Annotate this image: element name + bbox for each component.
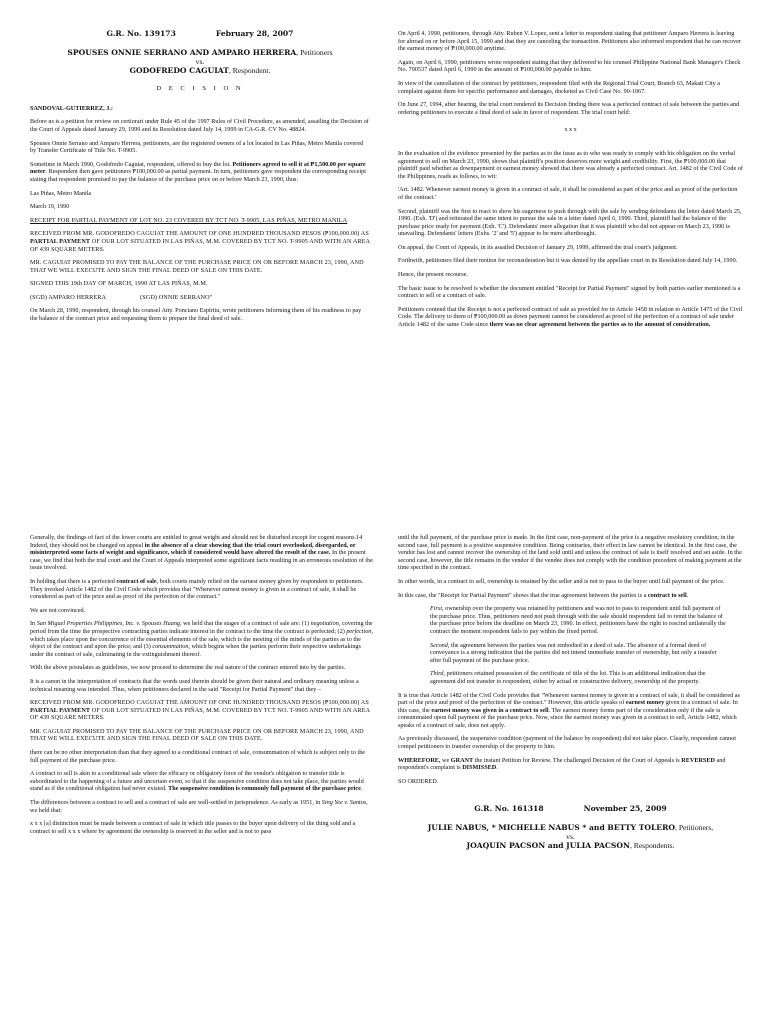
text-run: Generally, the findings of fact of the lower courts are entitled to great weight and should not be disturbed except for cogent reasons.14 Indeed, they should not be changed on appeal [30, 534, 363, 549]
ponente: SANDOVAL-GUTIERREZ, J.: [30, 104, 113, 112]
text-run: RECEIVED FROM MR. GODOFREDO CAGUIAT THE AMOUNT OF ONE HUNDRED THOUSAND PESOS (₱100,000.00) AS [30, 230, 369, 238]
paragraph: there can be no other interpretation than that they agreed to a conditional contract of sale, consummation of which is subject only to the full payment of the purchase price. [30, 749, 366, 764]
paragraph: Spouses Onnie Serrano and Amparo Herrera, petitioners, are the registered owners of a lot located in Las Piñas, Metro Manila covered by Transfer Certificate of Title No. T-9905. [30, 139, 364, 155]
text-run-italic: consummation [152, 643, 189, 651]
text-run: In this case, the "Receipt for Partial Payment" shows that the true agreement between the parties is a [398, 591, 648, 599]
text-run-bold: REVERSED [681, 756, 715, 764]
text-run-italic: San Miguel Properties Philippines, Inc. v. Spouses Huang [36, 620, 181, 628]
receipt-signed-line: SIGNED THIS 19th DAY OF MARCH, 1990 AT LAS PIÑAS, M.M. [30, 280, 208, 288]
column-top-right [398, 30, 743, 335]
receipt-title: RECEIPT FOR PARTIAL PAYMENT OF LOT NO. 23 COVERED BY TCT NO. T-9905, LAS PIÑAS, METRO MANILA [30, 216, 348, 224]
signature-1: (SGD) AMPARO HERRERA [30, 293, 107, 301]
text-run-bold: Petitioners agreed to sell it at ₱1,500.00 per square meter [30, 160, 366, 176]
receipt-paragraph [30, 699, 375, 722]
text-run-bold: contract of sale [116, 577, 157, 585]
text-run: RECEIVED FROM MR. GODOFREDO CAGUIAT THE AMOUNT OF ONE HUNDRED THOUSAND PESOS (₱100,000.00) AS [30, 699, 369, 707]
text-run: . The earnest money forms part of the consideration only if the sale is consummated upon full payment of the purchase price. Now, since the earnest money was given in a contract to sell, Article 1482, which speaks of a contract of sale, does not apply. [398, 706, 737, 729]
case-parties-2 [398, 823, 743, 851]
text-run: Sometime in March 1990, Godofredo Caguiat, respondent, offered to buy the lot. [30, 160, 233, 168]
versus: vs. [566, 832, 575, 842]
text-run: It is true that Article 1482 of the Civil Code provides that "Whenever earnest money is given in a contract of sale, it shall be considered as part of the price and proof of the perfection of the contract." However, this article speaks of [398, 691, 740, 707]
case-header-2 [398, 805, 743, 813]
receipt-paragraph: MR. CAGUIAT PROMISED TO PAY THE BALANCE OF THE PURCHASE PRICE ON OR BEFORE MARCH 23, 1990, AND THAT WE WILL EXECUTE AND SIGN THE FINAL DEED OF SALE ON THIS DATE. [30, 727, 364, 743]
decision-heading: D E C I S I O N [156, 85, 244, 93]
text-run: we [442, 756, 451, 764]
column-bottom-right [398, 534, 743, 861]
paragraph: until the full payment, of the purchase price is made. In the first case, non-payment of the price is a negative resolutory condition; in the second case, full payment is a positive suspensive condition. Being contraries, their effect in law cannot be identical. In the first case, the vendor has lost and cannot recover the ownership of the land sold until and unless the contract of sale is itself resolved and set aside. In the second case, however, the title remains in the vendor if the vendee does not comply with the condition precedent of making payment at the time specified in the contract. [398, 534, 742, 572]
petitioners-names: JULIE NABUS, * MICHELLE NABUS * and BETTY TOLERO [427, 823, 676, 833]
paragraph: We are not convinced. [30, 606, 86, 614]
paragraph [398, 306, 743, 329]
paragraph: Forthwith, petitioners filed their motion for reconsideration but it was denied by the appellate court in its Resolution dated July 14, 1999. [398, 257, 738, 265]
text-run-bold: earnest money was given in a contract to sell [431, 706, 549, 714]
text-run-italic: Second [430, 641, 448, 649]
text-run: , which takes place upon the concurrence of the essential elements of the sale, which is the meeting of the minds of the parties as to the object of the contract and upon the price; and (3) [30, 627, 373, 651]
receipt-date: March 19, 1990 [30, 203, 70, 211]
paragraph: The basic issue to be resolved is whether the document entitled "Receipt for Partial Payment" signed by both parties earlier mentioned is a contract to sell or a contract of sale. [398, 284, 741, 300]
paragraph: SO ORDERED. [398, 777, 439, 785]
text-run: OF OUR LOT SITUATED IN LAS PIÑAS, M.M. COVERED BY TCT NO. T-9905 AND WITH AN AREA OF 439 SQUARE METERS. [30, 237, 370, 253]
petitioners-role: , Petitioners [296, 47, 333, 57]
text-run-bold: PARTIAL PAYMENT [30, 237, 91, 245]
paragraph: As previously discussed, the suspensive condition (payment of the balance by respondent) did not take place. Clearly, respondent cannot compel petitioners to transfer ownership of the property to him. [398, 735, 736, 751]
indented-paragraph [398, 605, 743, 635]
column-bottom-left [30, 534, 375, 841]
text-run: , we held that: [30, 799, 368, 814]
text-run-italic: Third [430, 670, 444, 678]
text-run: the instant Petition for Review. The challenged Decision of the Court of Appeals is [473, 756, 682, 764]
case-parties [30, 48, 370, 76]
text-run: OF OUR LOT SITUATED IN LAS PIÑAS, M.M. COVERED BY TCT NO. T-9905 AND WITH AN AREA OF 439 SQUARE METERS. [30, 706, 370, 722]
paragraph [398, 692, 743, 730]
text-run: The differences between a contract to sell and a contract of sale are well-settled in jurisprudence. As early as 1951, in [30, 799, 322, 807]
paragraph [30, 799, 375, 814]
text-run: . [496, 764, 498, 772]
paragraph: Again, on April 6, 1990, petitioners wrote respondent stating that they delivered to his counsel Philippine National Bank Manager's Check No. 790537 dated April 6, 1990 in the amount of ₱100,000.00 payable to him. [398, 58, 741, 74]
paragraph [30, 620, 375, 658]
text-run-bold: there was no clear agreement between the parties as to the amount of consideration. [489, 321, 711, 329]
text-run: . [686, 591, 689, 599]
case-number: G.R. No. 161318 [474, 804, 544, 814]
paragraph [30, 161, 370, 184]
text-run: , both courts mainly relied on the earnest money given by respondent to petitioners. They invoked Article 1482 of the Civil Code which provides that "Whenever earnest money is given in a contract of sale, it shall be considered as part of the price and as proof of the perfection of the contract." [30, 577, 364, 601]
case-date: February 28, 2007 [215, 29, 294, 38]
text-run-bold: WHEREFORE, [398, 756, 443, 764]
paragraph [398, 592, 743, 600]
text-run: Petitioners contend that the Receipt is not a perfected contract of sale as provided for in Article 1458 in relation to Article 1475 of the Civil Code. The delivery to them of ₱100,000.00 as down payment cannot be considered as proof of the perfection of a contract of sale under Article 1482 of the same Code since [398, 305, 743, 329]
paragraph [398, 757, 743, 772]
case-number: G.R. No. 139173 [106, 29, 176, 38]
paragraph: In the evaluation of the evidence presented by the parties as to the issue as to who was ready to comply with his obligation on the verbal agreement to sell on March 23, 1990, shows that plaintiff's position deserves more weight and credibility. First, the ₱100,000.00 that plaintiff paid whether as downpayment or earnest money showed that there was already a perfected contract. Art. 1482 of the Civil Code of the Philippines, reads as follows, to wit: [398, 149, 743, 180]
respondent-role: , Respondents. [629, 841, 675, 851]
petitioners-names: SPOUSES ONNIE SERRANO AND AMPARO HERRERA [67, 47, 297, 57]
paragraph [30, 770, 375, 793]
paragraph: It is a canon in the interpretation of contracts that the words used therein should be given their natural and ordinary meaning unless a technical meaning was intended. Thus, when petitioners declared in the said "Receipt for Partial Payment" that they – [30, 677, 359, 693]
respondent-name: GODOFREDO CAGUIAT [129, 66, 229, 75]
text-run: In holding that there is a perfected [30, 577, 117, 585]
paragraph: In view of the cancellation of the contract by petitioners, respondent filed with the Regional Trial Court, Branch 63, Makati City a complaint against them for specific performance and damages, docketed as Civil Case No. 90-1067. [398, 79, 721, 95]
versus: vs. [195, 56, 205, 66]
text-run: In [30, 620, 37, 628]
text-run: , covering the period from the time the prospective contracting parties indicate interest in the contract to the time the contract is perfected; (2) [30, 620, 373, 635]
text-run-bold: contract to sell [647, 591, 687, 599]
text-run: given in a contract of sale. In this case, the [398, 699, 738, 714]
paragraph: Before us is a petition for review on certiorari under Rule 45 of the 1997 Rules of Civil Procedure, as amended, assailing the Decision of the Court of Appeals dated January 29, 1999 and its Resolution dated July 14, 1999 in CA-G.R. CV No. 48824. [30, 118, 369, 133]
receipt-paragraph [30, 230, 370, 253]
paragraph: In other words, in a contract to sell, ownership is retained by the seller and is not to pass to the buyer until full payment of the price. [398, 577, 725, 585]
text-run-italic: Sing Yee v. Santos [321, 799, 367, 807]
paragraph: Hence, the present recourse. [398, 271, 468, 279]
respondent-role: , Respondent. [228, 66, 271, 75]
paragraph: 'Art. 1482. Whenever earnest money is given in a contract of sale, it shall be considered as part of the price and as proof of the perfection of the contract.' [398, 186, 738, 201]
text-run-bold: GRANT [450, 756, 474, 764]
paragraph: On appeal, the Court of Appeals, in its assailed Decision of January 29, 1999, affirmed the trial court's judgment. [398, 243, 678, 251]
text-run: , petitioners retained possession of the certificate of title of the lot. This is an additional indication that the agreement did not transfer to respondent, either by actual or constructive delivery, ownership of the property. [430, 670, 706, 685]
text-run: A contract to sell is akin to a conditional sale where the efficacy or obligatory force of the vendor's obligation to transfer title is subordinated to the happening of a future and uncertain event, so that if the suspensive condition does not take place, the parties would stand as if the conditional obligation had never existed. [30, 770, 364, 793]
case-header [30, 30, 370, 38]
text-run-bold: in the absence of a clear showing that the trial court overlooked, disregarded, or misinterpreted some facts of weight and significance, which if considered would have altered the result of the case. [30, 541, 356, 557]
text-run: , the agreement between the parties was not embodied in a deed of sale. The absence of a formal deed of conveyance is a strong indication that the parties did not intend immediate transfer of ownership, but only a transfer after full payment of the purchase price. [430, 641, 717, 664]
text-run: In the present case, we find that both the trial court and the Court of Appeals interpreted some significant facts resulting in an erroneous resolution of the issue involved. [30, 549, 373, 572]
paragraph: With the above postulates as guidelines, we now proceed to determine the real nature of the contract entered into by the parties. [30, 664, 346, 672]
petitioners-role: , Petitioners, [675, 823, 714, 833]
paragraph: Second, plaintiff was the first to react to show his eagerness to push through with the sale by sending defendants the letter dated March 25, 1990. (Exh. 'D') and reiterated the same intent to pursue the sale in a letter dated April 6, 1990. Third, plaintiff had the balance of the purchase price ready for payment (Exh. 'C'). Defendants' mere allegation that it was plaintiff who did not appear on March 23, 1990 is unavailing. Defendants' letters (Exhs. '2' and '5') appear to be mere afterthought. [398, 207, 742, 238]
text-run: . [360, 785, 363, 793]
text-run-bold: PARTIAL PAYMENT [30, 706, 91, 714]
paragraph: On April 4, 1990, petitioners, through Atty. Ruben V. Lopez, sent a letter to respondent stating that petitioner Amparo Herrera is leaving for abroad on or before April 15, 1990 and that they are canceling the transaction. Petitioners also informed respondent that he can recover the earnest money of ₱100,000.00 anytime. [398, 30, 741, 53]
text-run: and respondent's complaint is [398, 756, 726, 772]
text-run-bold: earnest money [625, 699, 665, 707]
signatures [30, 294, 370, 302]
text-run-bold: DISMISSED [462, 764, 497, 772]
text-run: , ownership over the property was retained by petitioners and was not to pass to respondent until full payment of the purchase price. Thus, petitioners need not push through with the sale should respondent fail to remit the balance of the purchase price before the deadline on March 23, 1990. In effect, petitioners have the right to rescind unilaterally the contract the moment respondent fails to pay within the fixed period. [430, 605, 726, 635]
text-run: , which begins when the parties perform their respective undertakings under the contract of sale, culminating in the extinguishment thereof. [30, 643, 361, 658]
paragraph [30, 578, 375, 601]
text-run: . Respondent then gave petitioners ₱100,000.00 as partial payment. In turn, petitioners gave respondent the corresponding receipt stating that respondent promised to pay the balance of the purchase price on or before March 23, 1990, thus: [30, 168, 366, 183]
paragraph [30, 534, 375, 572]
text-run-italic: negotiation [310, 620, 339, 628]
paragraph: On June 27, 1994, after hearing, the trial court rendered its Decision finding there was a perfected contract of sale between the parties and ordering petitioners to execute a final deed of sale in favor of respondent. The trial court held: [398, 101, 740, 116]
text-run-bold: The suspensive condition is commonly full payment of the purchase price [168, 785, 361, 793]
column-top-left [30, 30, 370, 329]
text-run-italic: perfection [346, 627, 372, 635]
text-run-italic: First [430, 605, 443, 613]
receipt-location: Las Piñas, Metro Manila [30, 189, 92, 197]
indented-paragraph [398, 642, 743, 665]
paragraph: x x x [a] distinction must be made between a contract of sale in which title passes to the buyer upon delivery of the thing sold and a contract to sell x x x where by agreement the ownership is reserved in the seller and is not to pass [30, 820, 356, 835]
ellipsis-marker: x x x [564, 126, 577, 134]
signature-2: (SGD) ONNIE SERRANO" [140, 293, 213, 301]
receipt-paragraph: MR. CAGUIAT PROMISED TO PAY THE BALANCE OF THE PURCHASE PRICE ON OR BEFORE MARCH 23, 1990, AND THAT WE WILL EXECUTE AND SIGN THE FINAL DEED OF SALE ON THIS DATE. [30, 259, 364, 274]
case-date: November 25, 2009 [583, 804, 667, 814]
indented-paragraph [398, 670, 743, 685]
respondent-name: JOAQUIN PACSON and JULIA PACSON [466, 841, 630, 851]
paragraph: On March 28, 1990, respondent, through his counsel Atty. Ponciano Espiritu, wrote petitioners informing them of his readiness to pay the balance of the contract price and requesting them to prepare the final deed of sale. [30, 307, 362, 323]
text-run: , we held that the stages of a contract of sale are: (1) [180, 620, 311, 628]
